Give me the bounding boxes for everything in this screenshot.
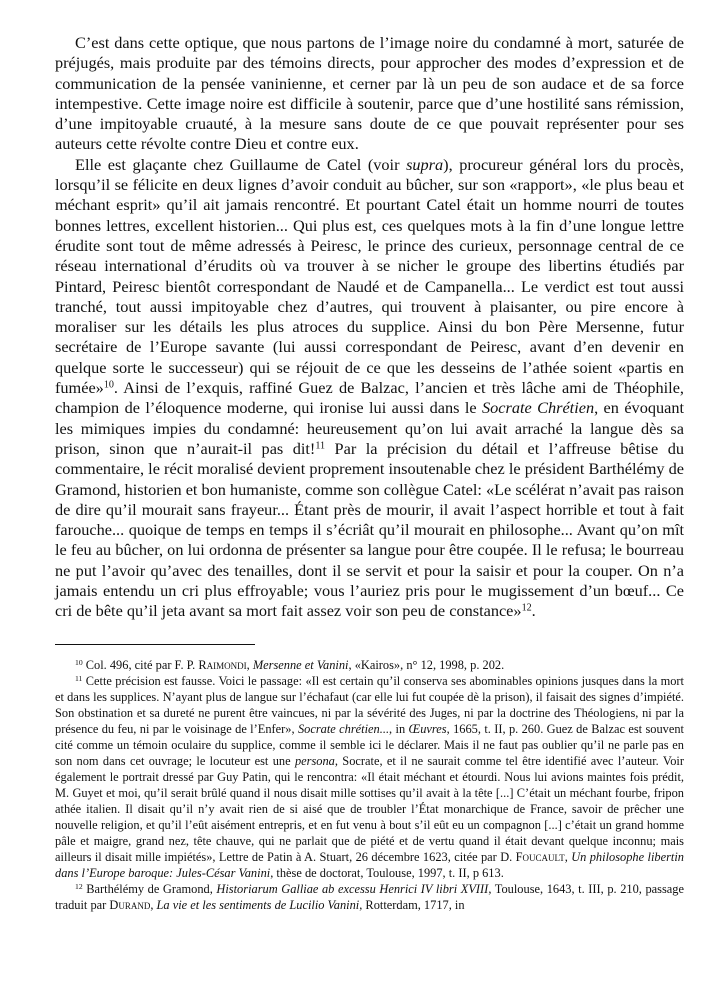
work-title: Œuvres xyxy=(408,721,447,736)
paragraph-2-text-d: , en évoquant les mimiques impies du condamné: heureusement qu’on lui avait arraché la langue dès sa prison, sinon que n’aurait-il pas dit! xyxy=(55,398,685,458)
author-name: Raimondi xyxy=(198,657,247,672)
book-title-socrate: Socrate Chrétien xyxy=(481,398,595,418)
footnote-11 xyxy=(55,673,684,881)
latin-term: persona xyxy=(294,753,335,768)
footnote-ref-10[interactable]: 10 xyxy=(103,379,114,391)
work-title: Socrate chrétien... xyxy=(297,721,390,736)
footnote-12 xyxy=(55,881,684,913)
main-text xyxy=(55,33,684,622)
paragraph-2-text-c: . Ainsi de l’exquis, raffiné Guez de Balzac, l’ancien et très lâche ami de Théophile, champion de l’éloquence moderne, qui ironise lui aussi dans le xyxy=(55,378,684,418)
footnote-10 xyxy=(55,657,684,673)
footnote-text: , Toulouse, 1643, t. III, p. 210, passage traduit par xyxy=(55,881,684,912)
footnote-text: Cette précision est fausse. Voici le passage: «Il est certain qu’il conserva ses abominables opinions jusques dans la mort et dans les supplices. N’ayant plus de langue sur l’échafaut (car elle lui fut coupée dè la prison), il faisait des signes d’impiété. Son obstination et sa dureté ne purent être vaincues, ni par la sévérité des Juges, ni par la doctrine des Théologiens, ni par la présence du feu, ni par le voisinage de l’Enfer», xyxy=(55,673,684,736)
footnotes xyxy=(55,657,684,913)
paragraph-2-text-a: Elle est glaçante chez Guillaume de Catel (voir xyxy=(75,154,407,174)
footnote-text: , «Kairos», n° 12, 1998, p. 202. xyxy=(348,657,505,672)
footnote-text: , Socrate, et il ne saurait comme tel être identifié avec l’auteur. Voir également le portrait dressé par Guy Patin, qui le rencontra: «Il était méchant et étourdi. Nous lui avions maintes fois prédit, M. Guyet et moi, qu’il serait brûlé quand il nous disait mille sottises qu’il avait à la tête [...] C’était un méchant fourbe, fripon athée italien. Il disait qu’il n’y avait rien de si aisé que de troubler l’État monarchique de France, savoir de prêcher une nouvelle religion, et qu’il l’eût aisément entrepris, et en fut venu à bout s’il eût eu un compagnon [...] c’était un grand homme pâle et maigre, grand nez, tête chauve, qui ne parlait que de piété et de vertu quand il était devant quelque inconnu; mais ailleurs il disait mille impiétés», Lettre de Patin à A. Stuart, 26 décembre 1623, citée par D. xyxy=(55,753,684,864)
paragraph-2 xyxy=(55,155,684,622)
work-title: Historiarum Galliae ab excessu Henrici IV libri XVIII xyxy=(216,881,489,896)
footnote-text: , xyxy=(564,849,572,864)
footnote-text: , thèse de doctorat, Toulouse, 1997, t. II, p 613. xyxy=(270,865,504,880)
footnote-text: Barthélémy de Gramond, xyxy=(82,881,217,896)
footnote-text: , Rotterdam, 1717, in xyxy=(359,897,465,912)
footnote-ref-12[interactable]: 12 xyxy=(521,602,532,614)
footnote-separator xyxy=(55,644,255,645)
paragraph-1: C’est dans cette optique, que nous partons de l’image noire du condamné à mort, saturée de préjugés, mais produite par des témoins directs, pour approcher des modes d’expression et de communication de la pensée vaninienne, et cerner par là un peu de son audace et de sa force intempestive. Cette image noire est difficile à soutenir, parce que d’une hostilité sans rémission, d’une impitoyable cruauté, à la mesure sans doute de ce que pouvait représenter pour ses auteurs cette révolte contre Dieu et contre eux. xyxy=(55,33,684,154)
footnote-number: 11 xyxy=(75,673,83,683)
footnote-number: 10 xyxy=(75,657,83,667)
footnote-text: , xyxy=(246,657,253,672)
supra-reference: supra xyxy=(406,154,444,174)
footnote-text: , xyxy=(150,897,157,912)
author-name: Foucault xyxy=(515,849,565,864)
work-title: La vie et les sentiments de Lucilio Vanini xyxy=(156,897,360,912)
footnote-text: , in xyxy=(389,721,409,736)
paragraph-2-text-f: . xyxy=(531,601,536,621)
footnote-text: , 1665, t. II, p. 260. Guez de Balzac est souvent cité comme un témoin oculaire du supplice, comme il semble ici le déclarer. Mais il ne faut pas oublier qu’il ne parle pas en son nom dans cet ouvrage; le locuteur est une xyxy=(55,721,684,768)
footnote-ref-11[interactable]: 11 xyxy=(315,440,326,452)
paragraph-2-text-b: ), procureur général lors du procès, lorsqu’il se félicite en deux lignes d’avoir conduit au bûcher, sur son «rapport», «le plus beau et méchant esprit» qu’il ait jamais rencontré. Et pourtant Catel était un homme nourri de toutes bonnes lettres, excellent historien... Qui plus est, ces quelques mots à la fin d’une longue lettre érudite sont tout de même adressés à Peiresc, le prince des curieux, personnage central de ce réseau international d’érudits où va trouver à se nicher le groupe des libertins étudiés par Pintard, Peiresc bientôt correspondant de Naudé et de Campanella... Le verdict est tout aussi tranché, tout aussi impitoyable chez d’autres, qui trouvent à plaisanter, ou pire encore à moraliser sur les détails les plus atroces du supplice. Ainsi du bon Père Mersenne, futur secrétaire de l’Europe savante (lui aussi correspondant de Peiresc, avant d’en devenir en quelque sorte le successeur) qui se réjouit de ce que les desseins de l’athée soient «partis en fumée» xyxy=(55,154,684,398)
paragraph-2-text-e: Par la précision du détail et l’affreuse bêtise du commentaire, le récit moralisé devient proprement insoutenable chez le président Barthélémy de Gramond, historien et bon humaniste, comme son collègue Catel: «Le scélérat n’avait pas raison de dire qu’il mourait sans frayeur... Étant près de mourir, il avait l’aspect horrible et tout à fait farouche... quoique de temps en temps il s’écriât qu’il mourait en philosophe... Avant qu’on mît le feu au bûcher, on lui ordonna de présenter sa langue pour être coupée. Il le refusa; le bourreau ne put l’avoir qu’avec des tenailles, dont il se servit et pour la saisir et pour la couper. On n’a jamais entendu un cri plus effroyable; vous l’auriez pris pour le mugissement d’un bœuf... Ce cri de bête qu’il jeta avant sa mort fait assez voir son peu de constance» xyxy=(55,438,684,621)
author-name: Durand xyxy=(109,897,151,912)
work-title: Un philosophe libertin dans l’Europe baroque: Jules-César Vanini xyxy=(55,849,684,880)
work-title: Mersenne et Vanini xyxy=(252,657,349,672)
footnote-number: 12 xyxy=(75,881,83,891)
footnote-text: Col. 496, cité par F. P. xyxy=(82,657,199,672)
